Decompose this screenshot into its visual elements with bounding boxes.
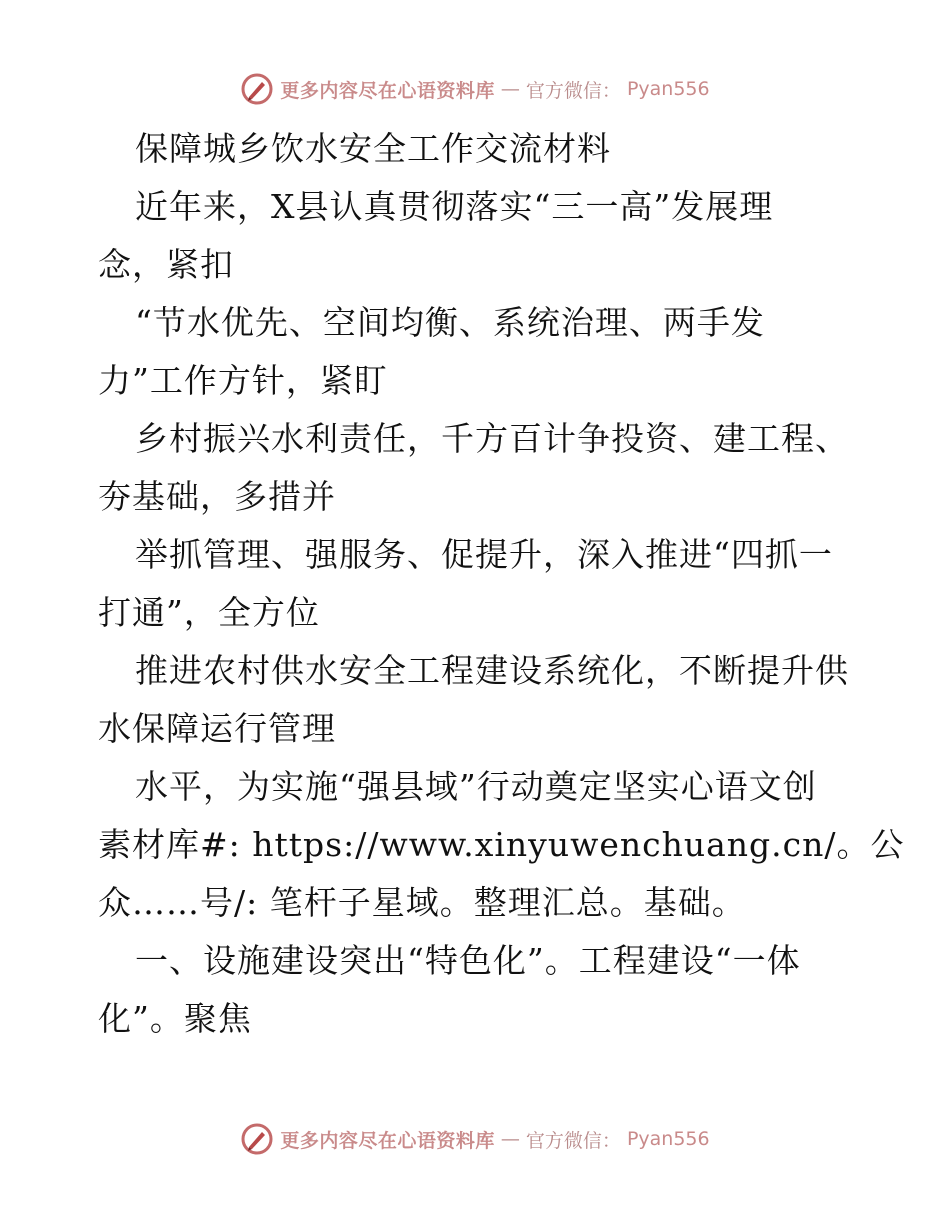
pen-logo-icon (240, 72, 274, 106)
header-watermark (0, 72, 950, 106)
footer-watermark (0, 1122, 950, 1156)
pen-logo-icon (240, 1122, 274, 1156)
text-line: 一、设施建设突出“特色化”。工程建设“一体 (135, 941, 801, 980)
watermark-id: Pyan556 (626, 1128, 710, 1150)
watermark-label: 官方微信： (525, 1129, 621, 1152)
text-line: 推进农村供水安全工程建设系统化，不断提升供 (135, 651, 849, 690)
text-line: 素材库#: https://www.xinyuwenchuang.cn/。公 (98, 825, 905, 864)
watermark-text: 更多内容尽在心语资料库 (280, 79, 495, 102)
text-line: 举抓管理、强服务、促提升，深入推进“四抓一 (135, 535, 833, 574)
text-line: 夯基础，多措并 (98, 477, 336, 516)
watermark-separator: — (500, 78, 520, 100)
text-line: 水平，为实施“强县域”行动奠定坚实心语文创 (135, 767, 817, 806)
document-body (98, 120, 905, 1048)
text-line: 力”工作方针，紧盯 (98, 361, 388, 400)
text-line: 乡村振兴水利责任，千方百计争投资、建工程、 (135, 419, 849, 458)
watermark-separator: — (500, 1128, 520, 1150)
text-line: 众……号/: 笔杆子星域。整理汇总。基础。 (98, 883, 746, 922)
watermark-label: 官方微信： (525, 79, 621, 102)
text-line: “节水优先、空间均衡、系统治理、两手发 (135, 303, 765, 342)
watermark-id: Pyan556 (626, 78, 710, 100)
text-line: 保障城乡饮水安全工作交流材料 (135, 129, 611, 168)
text-line: 化”。聚焦 (98, 999, 252, 1038)
text-line: 打通”，全方位 (98, 593, 320, 632)
text-line: 近年来，X县认真贯彻落实“三一高”发展理 (135, 187, 774, 226)
watermark-text: 更多内容尽在心语资料库 (280, 1129, 495, 1152)
text-line: 水保障运行管理 (98, 709, 336, 748)
text-line: 念，紧扣 (98, 245, 234, 284)
